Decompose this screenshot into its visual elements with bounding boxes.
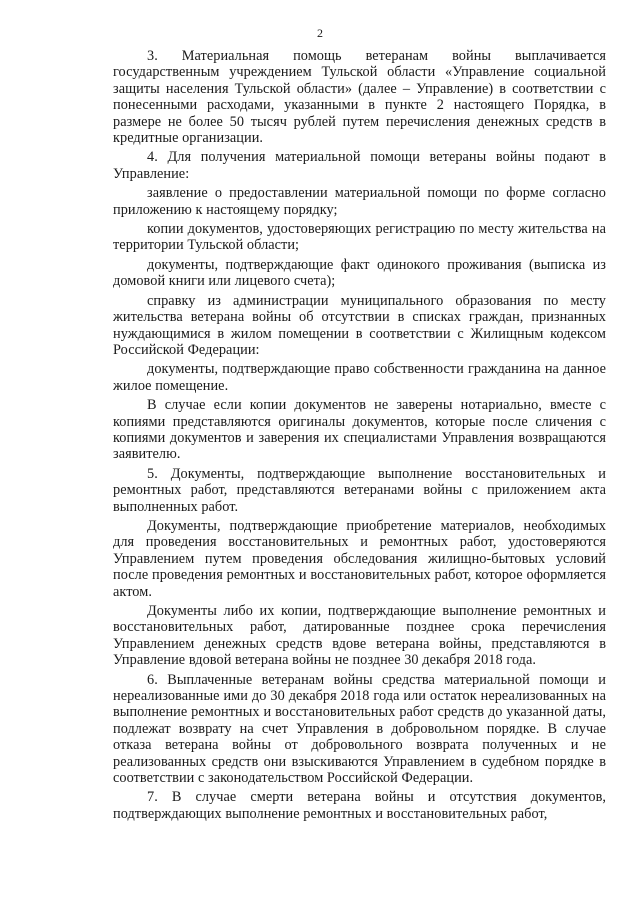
paragraph-late-documents: Документы либо их копии, подтверждающие выполнение ремонтных и восстановительных работ, датированные позднее срока перечисления Управлением денежных средств вдове ветерана войны, представляются в Управление вдовой ветерана войны не позднее 30 декабря 2018 года. [113, 603, 606, 669]
paragraph-item-3-payment: 3. Материальная помощь ветеранам войны выплачивается государственным учреждением Тульской области «Управление социальной защиты населения Тульской области» (далее – Управление) в соответствии с понесенными расходами, указанными в пункте 2 настоящего Порядка, в размере не более 50 тысяч рублей путем перечисления денежных средств в кредитные организации. [113, 48, 606, 147]
paragraph-materials-inspection: Документы, подтверждающие приобретение материалов, необходимых для проведения восстановительных и ремонтных работ, удостоверяются Управлением путем проведения обследования жилищно-бытовых условий после проведения ремонтных и восстановительных работ, которое оформляется актом. [113, 517, 606, 600]
paragraph-ownership-documents: документы, подтверждающие право собственности гражданина на данное жилое помещение. [113, 361, 606, 394]
paragraph-item-6-refund: 6. Выплаченные ветеранам войны средства материальной помощи и нереализованные ими до 30 декабря 2018 года или остаток нереализованных на выполнение ремонтных и восстановительных работ средств до указанной даты, подлежат возврату на счет Управления в добровольном порядке. В случае отказа ветерана войны от добровольного возврата полученных и не реализованных средств они взыскиваются Управлением в судебном порядке в соответствии с законодательством Российской Федерации. [113, 671, 606, 787]
paragraph-notarization: В случае если копии документов не заверены нотариально, вместе с копиями представляются оригиналы документов, которые после сличения с копиями документов и заверения их специалистами Управления возвращаются заявителю. [113, 397, 606, 463]
paragraph-municipal-certificate: справку из администрации муниципального образования по месту жительства ветерана войны об отсутствии в списках граждан, признанных нуждающимися в жилом помещении в соответствии с Жилищным кодексом Российской Федерации: [113, 292, 606, 358]
paragraph-item-4-application: 4. Для получения материальной помощи ветераны войны подают в Управление: [113, 149, 606, 182]
paragraph-item-5-works: 5. Документы, подтверждающие выполнение восстановительных и ремонтных работ, представляются ветеранами войны с приложением акта выполненных работ. [113, 465, 606, 515]
paragraph-registration-copies: копии документов, удостоверяющих регистрацию по месту жительства на территории Тульской области; [113, 221, 606, 254]
page-number: 2 [317, 26, 323, 40]
paragraph-application-form: заявление о предоставлении материальной помощи по форме согласно приложению к настоящему порядку; [113, 185, 606, 218]
paragraph-item-7-death: 7. В случае смерти ветерана войны и отсутствия документов, подтверждающих выполнение ремонтных и восстановительных работ, [113, 789, 606, 822]
document-body [113, 48, 606, 822]
paragraph-single-residence: документы, подтверждающие факт одинокого проживания (выписка из домовой книги или лицевого счета); [113, 256, 606, 290]
